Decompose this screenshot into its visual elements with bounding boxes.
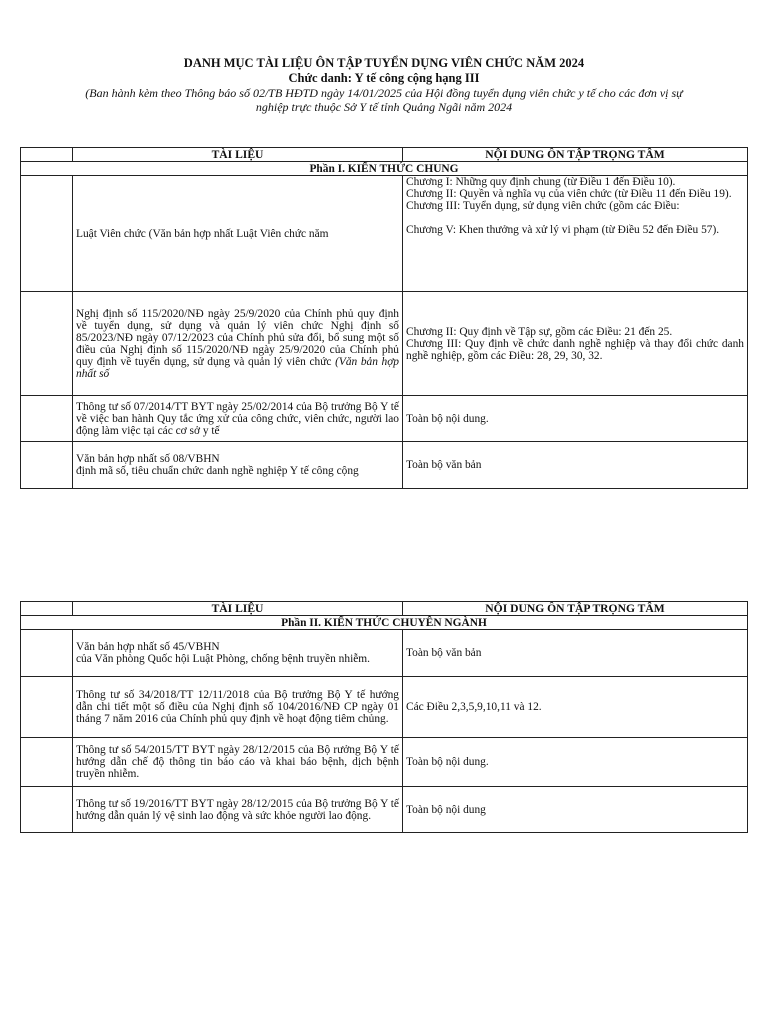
doc-column-header: TÀI LIỆU bbox=[73, 148, 403, 162]
row-index bbox=[21, 787, 73, 833]
row-content: Toàn bộ văn bản bbox=[403, 442, 748, 489]
row-content: Toàn bộ nội dung. bbox=[403, 396, 748, 442]
row-document bbox=[73, 292, 403, 396]
row-index bbox=[21, 738, 73, 787]
row-document: Thông tư số 34/2018/TT 12/11/2018 của Bộ trưởng Bộ Y tế hướng dẫn chi tiết một số điều của Nghị định số 104/2016/NĐ CP ngày 01 tháng 7 năm 2016 của Chính phủ quy định về hoạt động tiêm chủng. bbox=[73, 677, 403, 738]
section-title: Phần I. KIẾN THỨC CHUNG bbox=[21, 162, 748, 176]
document-title: DANH MỤC TÀI LIỆU ÔN TẬP TUYỂN DỤNG VIÊN CHỨC NĂM 2024 bbox=[183, 56, 585, 70]
row-content: Chương I: Những quy định chung (từ Điều 1 đến Điều 10). Chương II: Quyền và nghĩa vụ của viên chức (từ Điều 11 đến Điều 19). Chương III: Tuyển dụng, sử dụng viên chức (gồm các Điều: Chương V: Khen thưởng và xử lý vi phạm (từ Điều 52 đến Điều 57). bbox=[403, 176, 748, 292]
document-note-line-2: nghiệp trực thuộc Sở Y tế tỉnh Quảng Ngãi năm 2024 bbox=[255, 100, 513, 114]
row-content: Toàn bộ nội dung bbox=[403, 787, 748, 833]
index-header bbox=[21, 602, 73, 616]
row-document: Văn bản hợp nhất số 45/VBHN của Văn phòng Quốc hội Luật Phòng, chống bệnh truyền nhiễm. bbox=[73, 630, 403, 677]
row-index bbox=[21, 176, 73, 292]
document-subtitle: Chức danh: Y tế công cộng hạng III bbox=[288, 71, 480, 85]
general-knowledge-table bbox=[20, 147, 748, 489]
table-row bbox=[21, 787, 748, 833]
row-document: Văn bản hợp nhất số 08/VBHN định mã số, tiêu chuẩn chức danh nghề nghiệp Y tế công cộng bbox=[73, 442, 403, 489]
row-content: Chương II: Quy định về Tập sự, gồm các Điều: 21 đến 25. Chương III: Quy định về chức danh nghề nghiệp và thay đổi chức danh nghề nghiệp, gồm các Điều: 28, 29, 30, 32. bbox=[403, 292, 748, 396]
row-document: Thông tư số 19/2016/TT BYT ngày 28/12/2015 của Bộ trưởng Bộ Y tế hướng dẫn quản lý vệ sinh lao động và sức khỏe người lao động. bbox=[73, 787, 403, 833]
section-row bbox=[21, 162, 748, 176]
table-row bbox=[21, 677, 748, 738]
section-row bbox=[21, 616, 748, 630]
row-content: Toàn bộ nội dung. bbox=[403, 738, 748, 787]
content-column-header: NỘI DUNG ÔN TẬP TRỌNG TÂM bbox=[403, 148, 748, 162]
doc-column-header: TÀI LIỆU bbox=[73, 602, 403, 616]
document-note-line-1: (Ban hành kèm theo Thông báo số 02/TB HĐTD ngày 14/01/2025 của Hội đồng tuyển dụng viên chức y tế cho các đơn vị sự bbox=[85, 86, 683, 100]
table-row bbox=[21, 630, 748, 677]
index-header bbox=[21, 148, 73, 162]
table-header-row bbox=[21, 602, 748, 616]
table-row bbox=[21, 738, 748, 787]
table-row bbox=[21, 292, 748, 396]
specialized-knowledge-table bbox=[20, 601, 748, 833]
row-index bbox=[21, 396, 73, 442]
row-document: Luật Viên chức (Văn bản hợp nhất Luật Viên chức năm bbox=[73, 176, 403, 292]
table-row bbox=[21, 176, 748, 292]
table-row bbox=[21, 396, 748, 442]
row-index bbox=[21, 630, 73, 677]
row-index bbox=[21, 677, 73, 738]
row-content: Toàn bộ văn bản bbox=[403, 630, 748, 677]
table-row bbox=[21, 442, 748, 489]
document-header bbox=[20, 56, 748, 114]
content-column-header: NỘI DUNG ÔN TẬP TRỌNG TÂM bbox=[403, 602, 748, 616]
row-content: Các Điều 2,3,5,9,10,11 và 12. bbox=[403, 677, 748, 738]
row-index bbox=[21, 442, 73, 489]
row-index bbox=[21, 292, 73, 396]
row-document: Thông tư số 07/2014/TT BYT ngày 25/02/2014 của Bộ trưởng Bộ Y tế về việc ban hành Quy tắc ứng xử của công chức, viên chức, người lao động làm việc tại các cơ sở y tế bbox=[73, 396, 403, 442]
row-document-italic: (Văn bản hợp nhất số bbox=[76, 355, 399, 380]
section-title: Phần II. KIẾN THỨC CHUYÊN NGÀNH bbox=[21, 616, 748, 630]
row-document-text: Nghị định số 115/2020/NĐ ngày 25/9/2020 của Chính phủ quy định về tuyển dụng, sử dụng và quản lý viên chức Nghị định số 85/2023/NĐ ngày 07/12/2023 của Chính phủ sửa đổi, bổ sung một số điều của Nghị định số 115/2020/NĐ ngày 25/9/2020 của Chính phủ quy định về tuyển dụng, sử dụng và quản lý viên chức bbox=[76, 307, 399, 368]
row-document: Thông tư số 54/2015/TT BYT ngày 28/12/2015 của Bộ rưởng Bộ Y tế hướng dẫn chế độ thông tin báo cáo và khai báo bệnh, dịch bệnh truyền nhiễm. bbox=[73, 738, 403, 787]
table-header-row bbox=[21, 148, 748, 162]
